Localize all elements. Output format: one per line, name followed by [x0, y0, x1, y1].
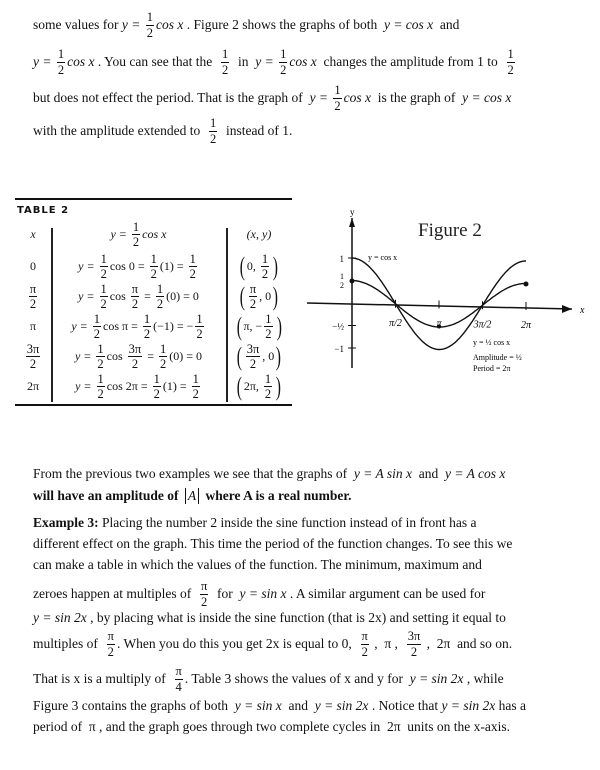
point-marker — [350, 279, 355, 284]
math-expression: y = sin x — [234, 698, 282, 713]
fraction-numerator: 1 — [93, 311, 101, 326]
fraction — [153, 373, 161, 401]
fraction — [361, 630, 369, 658]
amplitude-label: Amplitude = ½ — [473, 353, 522, 362]
fraction-denominator: 2 — [131, 297, 139, 311]
fraction — [150, 253, 158, 281]
right-paren: ) — [272, 251, 279, 281]
text-run: for — [210, 586, 240, 601]
text-run: Figure 3 contains the graphs of both — [33, 698, 235, 713]
fraction-denominator: 2 — [189, 267, 196, 281]
text-run: can make a table in which the values of the function. The minimum, maximum and — [33, 557, 482, 572]
text-run: is the graph of — [371, 90, 463, 105]
fraction-denominator: 2 — [57, 62, 65, 77]
math-expression: y = — [78, 289, 98, 303]
fraction-denominator: 2 — [29, 297, 37, 311]
fraction — [279, 48, 287, 76]
fraction-denominator: 2 — [93, 327, 101, 341]
right-paren: ) — [276, 341, 282, 371]
fraction-numerator: 3π — [26, 341, 40, 356]
fraction-numerator: π — [131, 281, 139, 296]
fraction-denominator: 2 — [97, 387, 104, 401]
fraction-numerator: 1 — [100, 281, 107, 296]
fraction — [57, 48, 65, 76]
fraction-denominator: 2 — [97, 357, 104, 371]
fraction-numerator: 1 — [97, 341, 104, 356]
text-run: . Table 3 shows the values of x and y for — [184, 671, 410, 686]
math-expression: y = sin 2x — [33, 610, 87, 625]
fraction-numerator: 1 — [209, 116, 217, 130]
text-line — [33, 515, 477, 531]
row-equation — [51, 372, 226, 401]
fraction — [159, 343, 167, 371]
math-expression: (x, y) — [246, 227, 272, 241]
header-equation — [51, 220, 226, 249]
text-run: That is x is a multiply of — [33, 671, 173, 686]
text-run: has a — [495, 698, 527, 713]
y-tick-label: −½ — [332, 321, 344, 332]
fraction — [143, 313, 151, 341]
fraction-denominator: 2 — [150, 267, 157, 281]
text-run: . You can see that the — [94, 54, 219, 69]
math-expression: y = cos x — [383, 17, 434, 32]
math-expression: cos x — [289, 54, 317, 69]
text-run: and — [412, 466, 446, 481]
text-run: Example 3: — [33, 515, 99, 530]
fraction — [100, 253, 108, 281]
text-run: with the amplitude extended to — [33, 123, 207, 138]
table-bottom-rule — [15, 404, 292, 406]
fraction-numerator: π — [107, 629, 114, 643]
fraction-denominator: 2 — [131, 357, 139, 371]
text-run: , by placing what is inside the sine function (that is 2x) and setting it equal to — [86, 610, 506, 625]
fraction-numerator: 1 — [97, 371, 104, 386]
text-run: cos — [106, 349, 126, 363]
coordinate-pair — [238, 253, 280, 281]
text-run: From the previous two examples we see that the graphs of — [33, 466, 354, 481]
coordinate-pair — [235, 313, 283, 341]
figure-2-graph — [290, 200, 600, 390]
x-axis-arrow — [562, 305, 572, 313]
y-tick-label: 1 — [340, 272, 344, 281]
fraction-numerator: 1 — [261, 251, 269, 266]
math-expression: y = A cos x — [445, 466, 506, 481]
y-tick-label: 2 — [340, 281, 344, 290]
fraction-numerator: 1 — [507, 47, 514, 61]
cos-x-label: y = cos x — [368, 253, 398, 262]
math-expression: cos x — [343, 90, 372, 105]
math-expression: cos x — [142, 227, 167, 241]
math-expression: y = — [121, 17, 144, 32]
table-title: TABLE 2 — [17, 205, 70, 216]
fraction — [96, 343, 104, 371]
fraction-denominator: 2 — [280, 62, 287, 77]
table-top-rule — [15, 198, 292, 200]
text-run: . A similar argument can be used for — [286, 586, 486, 601]
fraction-numerator: π — [175, 664, 182, 678]
fraction-denominator: 2 — [264, 387, 272, 401]
fraction-numerator: 3π — [128, 341, 142, 356]
fraction-numerator: 1 — [150, 251, 157, 266]
fraction-denominator: 2 — [361, 644, 368, 659]
fraction — [333, 84, 341, 112]
fraction-numerator: 1 — [143, 311, 151, 326]
text-run: (1) = — [162, 379, 190, 393]
fraction-denominator: 2 — [507, 62, 514, 77]
half-cos-x-label: y = ½ cos x — [473, 338, 511, 347]
text-run: changes the amplitude from 1 to — [316, 54, 505, 69]
row-x-value — [15, 252, 51, 281]
text-run: π — [29, 319, 37, 333]
text-run: 0, — [246, 259, 259, 273]
y-tick-label: −1 — [334, 344, 344, 354]
coordinate-pair — [238, 283, 280, 311]
table-2 — [15, 198, 292, 406]
fraction — [507, 48, 515, 76]
text-line — [33, 719, 510, 735]
fraction-numerator: 1 — [196, 311, 203, 326]
row-equation — [51, 252, 226, 281]
math-expression: y = — [71, 319, 91, 333]
row-point — [226, 282, 292, 311]
fraction — [264, 313, 272, 341]
fraction-numerator: 1 — [100, 251, 107, 266]
row-x-value — [15, 372, 51, 401]
fraction-denominator: 2 — [209, 131, 217, 146]
left-paren: ( — [236, 341, 242, 371]
text-line — [33, 117, 292, 145]
fraction-denominator: 2 — [156, 297, 164, 311]
y-axis-arrow — [349, 218, 355, 227]
coordinate-pair — [235, 343, 283, 371]
fraction — [107, 630, 115, 658]
row-point — [226, 252, 292, 281]
text-line — [33, 488, 352, 504]
fraction-denominator: 2 — [334, 98, 341, 113]
row-x-value — [15, 282, 51, 311]
right-paren: ) — [276, 311, 282, 341]
text-run: 0 — [30, 259, 36, 273]
fraction-denominator: 4 — [175, 679, 182, 694]
text-run: , 2π and so on. — [423, 636, 513, 651]
math-expression: y = — [78, 259, 98, 273]
fraction-numerator: π — [200, 579, 208, 593]
fraction — [132, 221, 140, 249]
fraction — [93, 313, 101, 341]
text-line — [33, 580, 485, 608]
text-run: . Notice that — [368, 698, 442, 713]
period-label: Period = 2π — [473, 364, 511, 373]
math-expression: y = sin 2x — [314, 698, 369, 713]
fraction-numerator: 1 — [57, 47, 65, 61]
text-line — [33, 11, 459, 39]
text-line — [33, 48, 517, 76]
fraction-numerator: 1 — [192, 371, 199, 386]
fraction — [189, 253, 197, 281]
right-paren: ) — [275, 371, 282, 401]
text-line — [33, 665, 504, 693]
fraction-denominator: 2 — [196, 327, 203, 341]
text-line — [33, 557, 482, 573]
text-run: cos 0 = — [109, 259, 148, 273]
fraction-denominator: 2 — [265, 327, 272, 341]
y-axis-label: y — [350, 207, 355, 217]
left-paren: ( — [239, 281, 246, 311]
fraction — [192, 373, 200, 401]
fraction-denominator: 2 — [261, 267, 269, 281]
row-equation — [51, 282, 226, 311]
point-marker — [524, 282, 529, 287]
text-run: , 0 — [262, 349, 275, 363]
fraction-numerator: 1 — [160, 341, 167, 356]
text-run: Placing the number 2 inside the sine function instead of in front has a — [98, 515, 477, 530]
fraction — [200, 580, 208, 608]
fraction — [29, 283, 37, 311]
row-point — [226, 312, 292, 341]
fraction-numerator: π — [29, 281, 37, 296]
header-point — [226, 220, 292, 249]
math-expression: y = sin 2x — [441, 698, 496, 713]
text-line — [33, 698, 526, 714]
math-expression: cos x — [67, 54, 95, 69]
text-run: cos π = — [103, 319, 141, 333]
figure-title: Figure 2 — [418, 220, 482, 241]
left-paren: ( — [239, 251, 246, 281]
text-run: = — [144, 349, 157, 363]
text-run: cos 2π = — [106, 379, 151, 393]
fraction-numerator: 1 — [265, 311, 272, 326]
fraction — [97, 373, 105, 401]
x-tick-label: π — [436, 318, 442, 330]
text-run: π, − — [243, 319, 263, 333]
text-run: . Figure 2 shows the graphs of both — [183, 17, 384, 32]
text-run: . When you do this you get 2x is equal to 0, — [116, 636, 359, 651]
text-run: cos — [109, 289, 129, 303]
fraction — [195, 313, 203, 341]
fraction-numerator: 1 — [189, 251, 196, 266]
text-run: instead of 1. — [219, 123, 293, 138]
fraction-denominator: 2 — [192, 387, 199, 401]
math-expression: y = cos x — [462, 90, 512, 105]
fraction-denominator: 2 — [143, 327, 151, 341]
absolute-value: A — [185, 488, 199, 504]
fraction-denominator: 2 — [100, 267, 107, 281]
text-run: in — [231, 54, 256, 69]
math-expression: y = — [309, 90, 332, 105]
math-expression: y = — [255, 54, 278, 69]
text-run: = — [141, 289, 154, 303]
fraction — [221, 48, 229, 76]
fraction-denominator: 2 — [249, 357, 257, 371]
fraction-numerator: 1 — [334, 83, 341, 97]
left-paren: ( — [236, 371, 243, 401]
text-run: 2π — [26, 379, 40, 393]
math-expression: y = A sin x — [353, 466, 413, 481]
coordinate-pair — [235, 373, 283, 401]
right-paren: ) — [272, 281, 279, 311]
math-expression: cos x — [155, 17, 184, 32]
math-expression: y = — [74, 349, 95, 363]
x-tick-label: 3π/2 — [473, 319, 492, 331]
fraction-denominator: 2 — [107, 644, 114, 659]
fraction — [131, 283, 139, 311]
x-tick-label: 2π — [520, 320, 532, 331]
math-expression: y = sin x — [239, 586, 287, 601]
text-run: (−1) = − — [153, 319, 194, 333]
y-tick-label: 1 — [339, 254, 344, 264]
row-point — [226, 342, 292, 371]
fraction-numerator: 1 — [146, 10, 153, 24]
row-point — [226, 372, 292, 401]
fraction — [264, 373, 272, 401]
row-x-value — [15, 342, 51, 371]
fraction-numerator: 1 — [132, 219, 140, 234]
math-expression: y = — [75, 379, 95, 393]
text-run: but does not effect the period. That is the graph of — [33, 90, 310, 105]
text-line — [33, 84, 511, 112]
fraction-numerator: 1 — [264, 371, 272, 386]
fraction-denominator: 2 — [100, 297, 107, 311]
fraction — [246, 343, 261, 371]
x-tick-label: π/2 — [389, 317, 402, 329]
fraction — [128, 343, 143, 371]
text-run: and — [433, 17, 460, 32]
text-line — [33, 610, 506, 626]
fraction — [100, 283, 108, 311]
text-line — [33, 536, 512, 552]
math-expression: y = — [33, 54, 55, 69]
text-run: period of π , and the graph goes through two complete cycles in 2π units on the x-axis. — [33, 719, 511, 734]
math-expression: x — [30, 227, 36, 241]
fraction-denominator: 2 — [249, 297, 257, 311]
fraction-denominator: 2 — [410, 644, 418, 659]
row-equation — [51, 312, 226, 341]
text-line — [33, 466, 505, 482]
fraction-denominator: 2 — [153, 387, 160, 401]
text-line — [33, 630, 512, 658]
fraction-denominator: 2 — [29, 357, 37, 371]
fraction-numerator: 1 — [221, 47, 229, 61]
fraction-denominator: 2 — [160, 357, 167, 371]
fraction-numerator: 1 — [280, 47, 287, 61]
row-x-value — [15, 312, 51, 341]
text-run: where A is a real number. — [202, 488, 352, 503]
fraction-numerator: π — [361, 629, 368, 643]
fraction — [156, 283, 164, 311]
x-axis-label: x — [580, 305, 585, 316]
text-run: 2π, — [243, 379, 262, 393]
fraction — [209, 117, 217, 145]
fraction — [146, 11, 154, 39]
fraction-numerator: π — [249, 281, 257, 296]
text-run: zeroes happen at multiples of — [33, 586, 198, 601]
fraction-denominator: 2 — [146, 25, 153, 40]
text-run: , while — [463, 671, 504, 686]
fraction-numerator: 3π — [246, 341, 260, 356]
fraction-denominator: 2 — [132, 235, 140, 249]
fraction-denominator: 2 — [221, 62, 229, 77]
left-paren: ( — [236, 311, 242, 341]
fraction — [26, 343, 41, 371]
fraction — [175, 665, 183, 693]
text-run: and — [281, 698, 315, 713]
math-expression: y = — [110, 227, 130, 241]
text-run: (0) = 0 — [166, 289, 199, 303]
text-run: different effect on the graph. This time the period of the function changes. To see this we — [33, 536, 513, 551]
fraction-numerator: 1 — [153, 371, 160, 386]
text-run: multiples of — [33, 636, 105, 651]
text-run: (1) = — [159, 259, 187, 273]
row-equation — [51, 342, 226, 371]
header-x — [15, 220, 51, 249]
text-run: will have an amplitude of — [33, 488, 182, 503]
fraction-numerator: 1 — [156, 281, 164, 296]
text-run: , π , — [370, 636, 405, 651]
text-run: some values for — [33, 17, 122, 32]
text-run: , 0 — [259, 289, 272, 303]
math-expression: y = sin 2x — [409, 671, 464, 686]
fraction-denominator: 2 — [200, 594, 208, 609]
fraction — [261, 253, 269, 281]
text-run: (0) = 0 — [169, 349, 203, 363]
fraction-numerator: 3π — [407, 629, 421, 643]
fraction — [249, 283, 257, 311]
fraction — [407, 630, 422, 658]
